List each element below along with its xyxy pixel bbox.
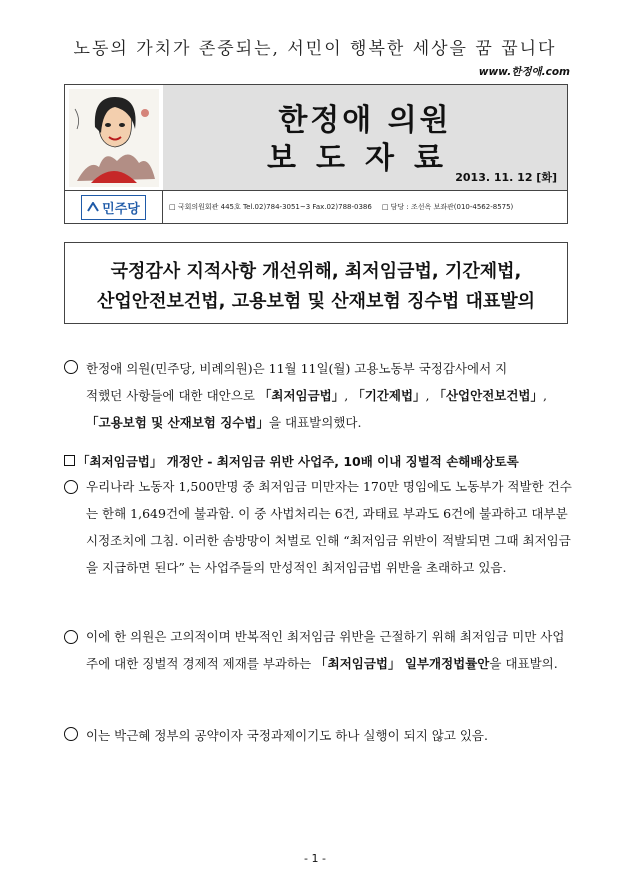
section-paragraph-2 (64, 623, 574, 677)
law-name-amendment: 「최저임금법」 일부개정법률안 (315, 656, 490, 671)
bullet-circle-icon (64, 727, 78, 741)
headline-line-2: 산업안전보건법, 고용보험 및 산재보험 징수법 대표발의 (96, 291, 536, 312)
staff-contact: □ 담당 : 조선옥 보좌관(010-4562-8575) (381, 203, 514, 211)
website-link[interactable]: www.한정애.com (478, 66, 570, 78)
separator: , (425, 388, 434, 403)
intro-paragraph (64, 355, 574, 436)
bullet-square-icon (64, 455, 75, 466)
section-title-text: 「최저임금법」 개정안 - 최저임금 위반 사업주, 10배 이내 징벌적 손해배상토록 (77, 454, 519, 469)
separator: , (344, 388, 353, 403)
bullet-circle-icon (64, 360, 78, 374)
intro-text-b: 적했던 사항들에 대한 대안으로 (86, 388, 259, 403)
section-paragraph-1 (64, 473, 574, 581)
law-name-minimum-wage: 「최저임금법」 (258, 388, 345, 403)
lawmaker-caricature (69, 89, 159, 187)
paragraph-2-text-a: 이에 한 의원은 고의적이며 반복적인 최저임금 위반을 근절하기 위해 최저임금 미만 사업주에 대한 징벌적 경제적 제재를 부과하는 (86, 629, 565, 671)
section-title (64, 452, 584, 470)
bullet-circle-icon (64, 630, 78, 644)
lawmaker-name-title: 한정애 의원 (278, 103, 452, 138)
intro-text-c: 을 대표발의했다. (268, 415, 362, 430)
party-logo (81, 195, 146, 220)
office-contact: □ 국회의원회관 445호 Tel.02)784-3051~3 Fax.02)788-0386 (169, 203, 372, 211)
section-paragraph-3 (64, 722, 584, 749)
page-number: - 1 - (304, 852, 326, 865)
bullet-circle-icon (64, 480, 78, 494)
headline-box (64, 242, 568, 324)
press-header (64, 84, 568, 224)
lawmaker-photo-cell (65, 85, 164, 190)
headline-line-1: 국정감사 지적사항 개선위해, 최저임금법, 기간제법, (110, 261, 522, 282)
law-name-insurance: 「고용보험 및 산재보험 징수법」 (86, 415, 269, 430)
slogan: 노동의 가치가 존중되는, 서민이 행복한 세상을 꿈 꿉니다 (73, 39, 557, 59)
law-name-fixed-term: 「기간제법」 (352, 388, 426, 403)
paragraph-3-text: 이는 박근혜 정부의 공약이자 국정과제이기도 하나 실행이 되지 않고 있음. (86, 728, 488, 743)
separator: , (543, 388, 547, 403)
press-release-title: 보도자료 (267, 141, 463, 176)
title-cell (163, 85, 567, 190)
party-emblem-icon (87, 202, 99, 212)
party-cell (65, 190, 163, 223)
law-name-safety: 「산업안전보건법」 (433, 388, 544, 403)
party-name: 민주당 (102, 201, 140, 217)
intro-text-a: 한정애 의원(민주당, 비례의원)은 11월 11일(월) 고용노동부 국정감사에서 지 (86, 361, 508, 376)
contact-cell (163, 190, 567, 223)
release-date: 2013. 11. 12 [화] (455, 171, 557, 184)
paragraph-1-text: 우리나라 노동자 1,500만명 중 최저임금 미만자는 170만 명임에도 노동부가 적발한 건수는 한해 1,649건에 불과함. 이 중 사법처리는 6건, 과태료 부과도 6건에 불과하고 대부분 시정조치에 그침. 이러한 솜방망이 처벌로 인해 “최저임금 위반이 적발되면 그때 최저임금을 지급하면 된다” 는 사업주들의 만성적인 최저임금법 위반을 초래하고 있음. (86, 479, 572, 575)
paragraph-2-text-b: 을 대표발의. (489, 656, 558, 671)
